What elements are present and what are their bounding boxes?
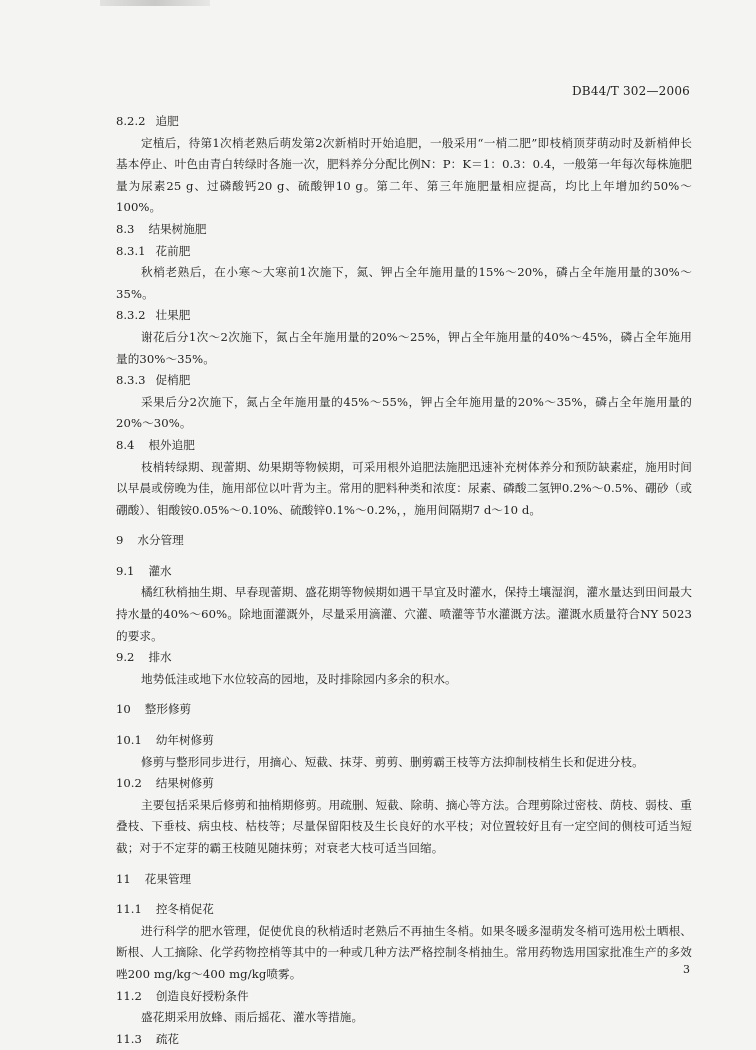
- document-body: [116, 111, 692, 1050]
- section-title: 花果管理: [144, 871, 192, 886]
- section-heading: [116, 869, 692, 891]
- paragraph: 枝梢转绿期、现蕾期、幼果期等物候期，可采用根外追肥法施肥迅速补充树体养分和预防缺素症，施用时间以早晨或傍晚为佳，施用部位以叶背为主。常用的肥料种类和浓度：尿素、磷酸二氢钾0.2%～0.5%、硼砂（或硼酸）、钼酸铵0.05%～0.10%、硫酸锌0.1%～0.2%，，施用间隔期7 d～10 d。: [116, 459, 692, 517]
- section-number: 11.3: [116, 1031, 142, 1046]
- section-number: 8.2.2: [116, 114, 146, 128]
- section-title: 根外追肥: [148, 437, 195, 452]
- section-title: 结果树施肥: [148, 221, 207, 236]
- section-title: 追肥: [155, 114, 179, 128]
- section-number: 8.3.2: [116, 308, 146, 323]
- section-number: 10: [116, 702, 131, 717]
- section-heading: [116, 647, 692, 669]
- section-heading: [116, 219, 692, 241]
- paragraph: 进行科学的肥水管理，促使优良的秋梢适时老熟后不再抽生冬梢。如果冬暖多湿萌发冬梢可选用松土晒根、断根、人工摘除、化学药物控梢等其中的一种或几种方法严格控制冬梢抽生。常用药物选用国家批准生产的多效唑200 mg/kg～400 mg/kg喷雾。: [116, 923, 692, 981]
- section-number: 8.3.3: [116, 373, 146, 388]
- section-heading: [116, 370, 692, 392]
- standard-code: DB44/T 302—2006: [571, 84, 690, 98]
- section-title: 整形修剪: [144, 702, 192, 717]
- section-number: 9.2: [116, 650, 135, 665]
- section-heading: [116, 241, 692, 263]
- section-title: 创造良好授粉条件: [155, 988, 249, 1003]
- section-number: 10.1: [116, 733, 142, 748]
- section-title: 水分管理: [137, 533, 184, 548]
- section-number: 11.1: [116, 902, 142, 917]
- section-title: 幼年树修剪: [155, 733, 214, 748]
- section-title: 结果树修剪: [155, 776, 214, 791]
- section-title: 控冬梢促花: [155, 902, 214, 917]
- paragraph: 谢花后分1次～2次施下，氮占全年施用量的20%～25%，钾占全年施用量的40%～45%，磷占全年施用量的30%～35%。: [116, 329, 692, 366]
- section-heading: [116, 111, 692, 133]
- paragraph: 橘红秋梢抽生期、早春现蕾期、盛花期等物候期如遇干旱宜及时灌水，保持土壤湿润，灌水量达到田间最大持水量的40%～60%。除地面灌溉外，尽量采用滴灌、穴灌、喷灌等节水灌溉方法。灌溉水质量符合NY 5023的要求。: [116, 585, 692, 643]
- section-title: 壮果肥: [155, 308, 191, 323]
- paragraph: 采果后分2次施下，氮占全年施用量的45%～55%，钾占全年施用量的20%～35%，磷占全年施用量的20%～30%。: [116, 394, 692, 431]
- paragraph: 定植后，待第1次梢老熟后萌发第2次新梢时开始追肥，一般采用“一梢二肥”即枝梢顶芽萌动时及新梢伸长基本停止、叶色由青白转绿时各施一次，肥料养分分配比例N：P：K＝1：0.3：0.4，一般第一年每次每株施肥量为尿素25 g、过磷酸钙20 g、硫酸钾10 g。第二年、第三年施肥量相应提高，均比上年增加约50%～100%。: [116, 135, 692, 215]
- section-title: 疏花: [155, 1031, 180, 1046]
- section-heading: [116, 561, 692, 583]
- section-title: 花前肥: [155, 243, 191, 258]
- section-heading: [116, 986, 692, 1008]
- paragraph: 修剪与整形同步进行，用摘心、短截、抹芽、剪剪、删剪霸王枝等方法抑制枝梢生长和促进分枝。: [141, 754, 644, 769]
- section-number: 10.2: [116, 776, 142, 791]
- section-number: 9.1: [116, 563, 135, 578]
- section-title: 促梢肥: [155, 373, 191, 388]
- section-heading: [116, 305, 692, 327]
- section-number: 11.2: [116, 988, 142, 1003]
- paragraph: 地势低洼或地下水位较高的园地，及时排除园内多余的积水。: [141, 671, 457, 686]
- section-heading: [116, 899, 692, 921]
- section-heading: [116, 1029, 692, 1050]
- section-title: 排水: [148, 650, 172, 665]
- paragraph: 主要包括采果后修剪和抽梢期修剪。用疏删、短截、除萌、摘心等方法。合理剪除过密枝、荫枝、弱枝、重叠枝、下垂枝、病虫枝、枯枝等；尽量保留阳枝及生长良好的水平枝；对位置较好且有一定空间的侧枝可适当短截；对于不定芽的霸王枝随见随抹剪；对衰老大枝可适当回缩。: [116, 797, 692, 855]
- section-heading: [116, 730, 692, 752]
- paragraph: 盛花期采用放蜂、雨后摇花、灌水等措施。: [141, 1010, 364, 1025]
- section-number: 11: [116, 871, 131, 886]
- section-number: 8.3: [116, 221, 135, 236]
- section-heading: [116, 530, 692, 552]
- section-heading: [116, 699, 692, 721]
- section-number: 8.3.1: [116, 243, 146, 258]
- section-title: 灌水: [148, 563, 172, 578]
- section-heading: [116, 435, 692, 457]
- scan-smudge: [100, 0, 210, 6]
- section-number: 9: [116, 533, 124, 548]
- section-heading: [116, 773, 692, 795]
- paragraph: 秋梢老熟后，在小寒～大寒前1次施下，氮、钾占全年施用量的15%～20%，磷占全年施用量的30%～35%。: [116, 265, 692, 301]
- section-number: 8.4: [116, 437, 135, 452]
- page-number: 3: [683, 963, 690, 976]
